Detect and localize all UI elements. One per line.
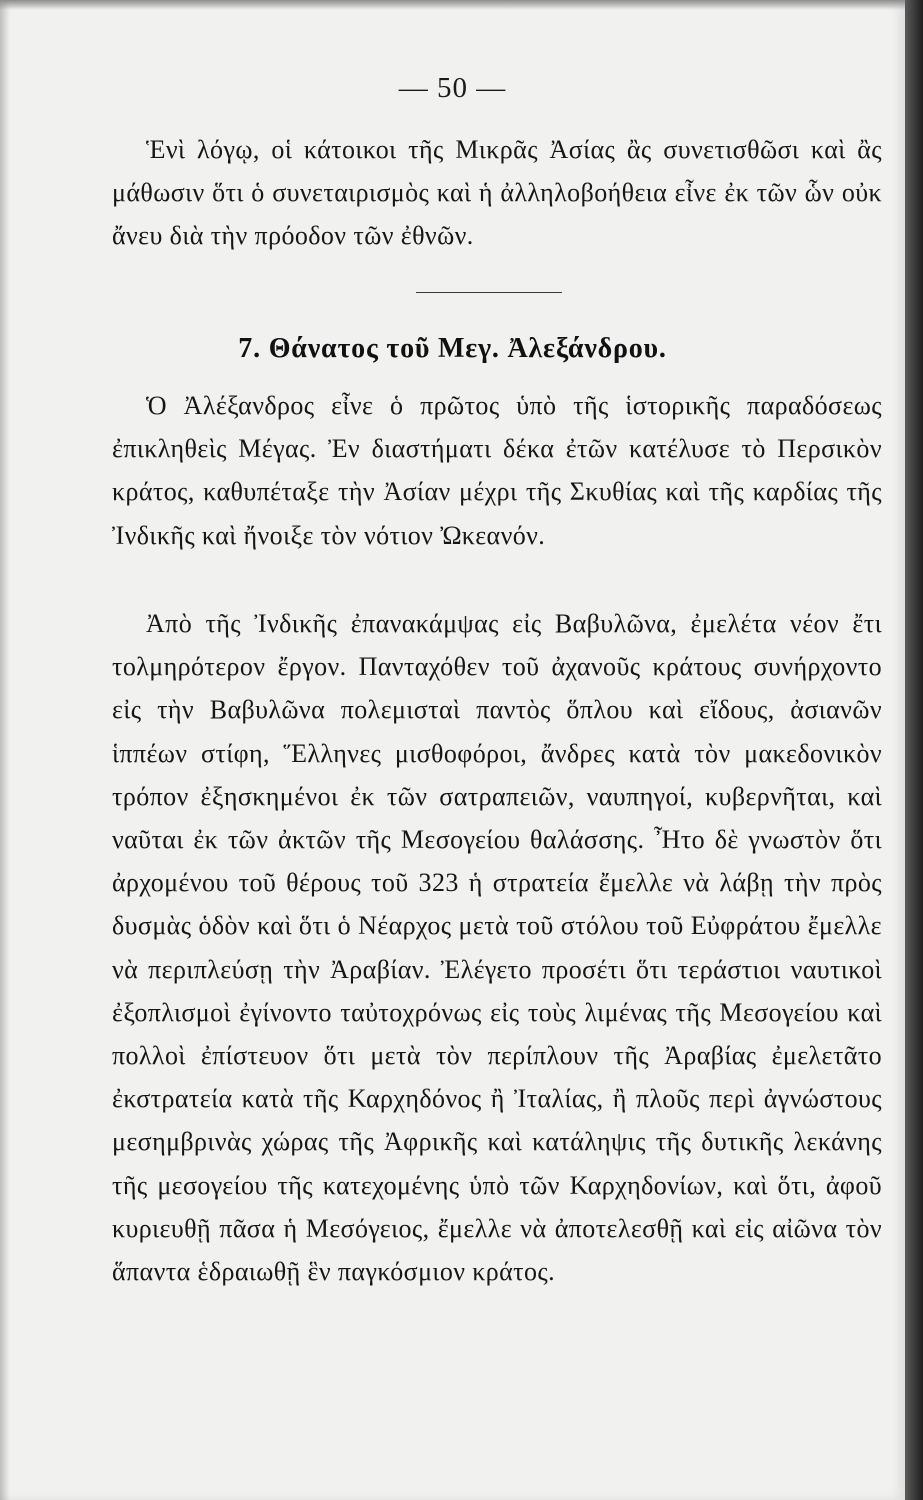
top-page-shadow — [0, 0, 923, 10]
paragraph-block-2 — [112, 384, 882, 557]
left-page-shadow — [0, 0, 10, 1500]
page-number: — 50 — — [398, 72, 507, 104]
paragraph-3: Ἀπὸ τῆς Ἰνδικῆς ἐπανακάμψας εἰς Βαβυλῶνα, ἐμελέτα νέον ἔτι τολμηρότερον ἔργον. Πανταχόθεν τοῦ ἀχανοῦς κράτους συνήρχοντο εἰς τὴν Βαβυλῶνα πολεμισταὶ παντὸς ὅπλου καὶ εἴδους, ἀσιανῶν ἱππέων στίφη, Ἕλληνες μισθοφόροι, ἄνδρες κατὰ τὸν μακεδονικὸν τρόπον ἐξησκημένοι ἐκ τῶν σατραπειῶν, ναυπηγοί, κυβερνῆται, καὶ ναῦται ἐκ τῶν ἀκτῶν τῆς Μεσογείου θαλάσσης. Ἦτο δὲ γνωστὸν ὅτι ἀρχομένου τοῦ θέρους τοῦ 323 ἡ στρατεία ἔμελλε νὰ λάβῃ τὴν πρὸς δυσμὰς ὁδὸν καὶ ὅτι ὁ Νέαρχος μετὰ τοῦ στόλου τοῦ Εὐφράτου ἔμελλε νὰ περιπλεύσῃ τὴν Ἀραβίαν. Ἐλέγετο προσέτι ὅτι τεράστιοι ναυτικοὶ ἐξοπλισμοὶ ἐγίνοντο ταὐτοχρόνως εἰς τοὺς λιμένας τῆς Μεσογείου καὶ πολλοὶ ἐπίστευον ὅτι μετὰ τὸν περίπλουν τῆς Ἀραβίας ἐμελετᾶτο ἐκστρατεία κατὰ τῆς Καρχηδόνος ἢ Ἰταλίας, ἢ πλοῦς περὶ ἀγνώστους μεσημβρινὰς χώρας τῆς Ἀφρικῆς καὶ κατάληψις τῆς δυτικῆς λεκάνης τῆς μεσογείου τῆς κατεχομένης ὑπὸ τῶν Καρχηδονίων, καὶ ὅτι, ἀφοῦ κυριευθῇ πᾶσα ἡ Μεσόγειος, ἔμελλε νὰ ἀποτελεσθῇ καὶ εἰς αἰῶνα τὸν ἅπαντα ἑδραιωθῇ ἓν παγκόσμιον κράτος. — [112, 609, 882, 1287]
paragraph-block-1 — [112, 128, 882, 258]
paragraph-block-3 — [112, 602, 882, 1293]
section-divider — [416, 292, 562, 293]
right-book-edge — [905, 0, 923, 1500]
paragraph-1: Ἑνὶ λόγῳ, οἱ κάτοικοι τῆς Μικρᾶς Ἀσίας ἂς συνετισθῶσι καὶ ἂς μάθωσιν ὅτι ὁ συνεταιρισμὸς καὶ ἡ ἀλληλοβοήθεια εἶνε ἐκ τῶν ὧν οὐκ ἄνευ διὰ τὴν πρόοδον τῶν ἐθνῶν. — [112, 135, 882, 251]
section-heading: 7. Θάνατος τοῦ Μεγ. Ἀλεξάνδρου. — [238, 333, 667, 364]
paragraph-2: Ὁ Ἀλέξανδρος εἶνε ὁ πρῶτος ὑπὸ τῆς ἱστορικῆς παραδόσεως ἐπικληθεὶς Μέγας. Ἐν διαστήματι δέκα ἐτῶν κατέλυσε τὸ Περσικὸν κράτος, καθυπέταξε τὴν Ἀσίαν μέχρι τῆς Σκυθίας καὶ τῆς καρδίας τῆς Ἰνδικῆς καὶ ἤνοιξε τὸν νότιον Ὠκεανόν. — [112, 391, 882, 550]
